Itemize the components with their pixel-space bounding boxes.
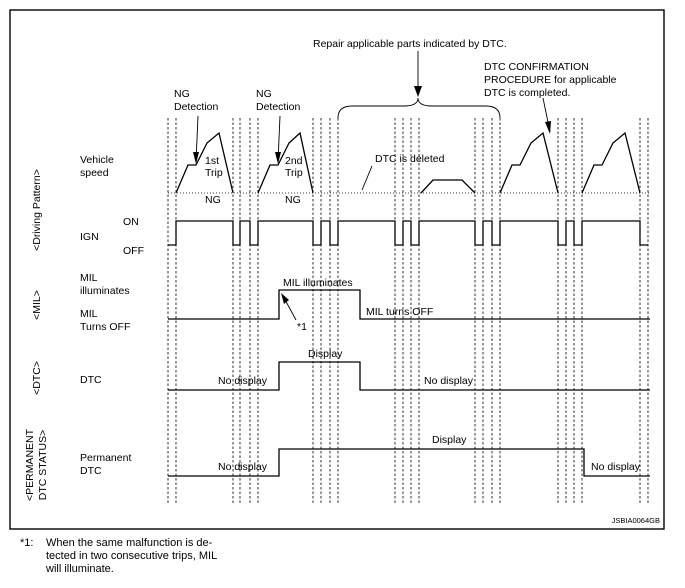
perm-no-display-2: No display (591, 461, 641, 473)
row-vehicle-a: Vehicle (80, 154, 114, 166)
row-ign-on: ON (123, 216, 139, 228)
trip2-line-c: NG (285, 194, 301, 206)
repair-brace (338, 51, 500, 118)
dtc-confirmation-line-3: DTC is completed. (484, 87, 571, 99)
trip1-line-b: Trip (205, 167, 223, 179)
dtc-no-display-2: No display (424, 375, 474, 387)
row-mil-off-b: Turns OFF (80, 321, 131, 333)
group-mil: <MIL> (31, 290, 43, 320)
ign-signal (168, 221, 648, 245)
group-dtc: <DTC> (31, 361, 43, 395)
dtc-confirmation-line-2: PROCEDURE for applicable (484, 74, 617, 86)
row-permanent-a: Permanent (80, 452, 132, 464)
row-mil-on-b: illuminates (80, 285, 130, 297)
row-mil-on-a: MIL (80, 272, 98, 284)
note-pointer (281, 293, 296, 320)
dtc-confirmation-arrow (543, 98, 551, 134)
footnote-line-3: will illuminate. (46, 563, 114, 575)
dtc-deleted-label: DTC is deleted (375, 153, 445, 165)
row-vehicle-b: speed (80, 167, 109, 179)
footnote-text (46, 537, 286, 576)
trip1-line-c: NG (205, 194, 221, 206)
ng-detection-2-a: NG (256, 88, 272, 100)
row-ign-off: OFF (123, 245, 144, 257)
perm-no-display-1: No display (218, 461, 268, 473)
note-marker: *1 (297, 321, 307, 333)
row-mil-off-a: MIL (80, 308, 98, 320)
row-permanent-b: DTC (80, 465, 102, 477)
trip2-line-a: 2nd (285, 155, 303, 167)
footnote-mark: *1: (20, 537, 34, 549)
trip1-line-a: 1st (205, 155, 220, 167)
perm-display-label: Display (432, 434, 467, 446)
footnote-line-2: tected in two consecutive trips, MIL (46, 550, 218, 562)
trip2-line-b: Trip (285, 167, 303, 179)
row-ign: IGN (80, 231, 99, 243)
mil-turns-off-label: MIL turns OFF (366, 306, 434, 318)
mil-illuminates-label: MIL illuminates (283, 277, 353, 289)
dtc-display-label: Display (308, 348, 343, 360)
dtc-no-display-1: No display (218, 375, 268, 387)
group-permanent-b: DTC STATUS> (37, 429, 49, 501)
group-permanent-a: <PERMANENT (24, 428, 36, 502)
dtc-deleted-pointer (362, 166, 372, 190)
row-dtc: DTC (80, 374, 102, 386)
ng-detection-1-b: Detection (174, 101, 219, 113)
figure-code: JSBIA0064GB (611, 516, 660, 525)
dtc-confirmation-line-1: DTC CONFIRMATION (484, 61, 589, 73)
footnote-line-1: When the same malfunction is de- (46, 537, 213, 549)
repair-callout: Repair applicable parts indicated by DTC. (313, 38, 507, 50)
group-driving-pattern: <Driving Pattern> (31, 169, 43, 251)
ng-detection-1-a: NG (174, 88, 190, 100)
ng-detection-2-b: Detection (256, 101, 301, 113)
